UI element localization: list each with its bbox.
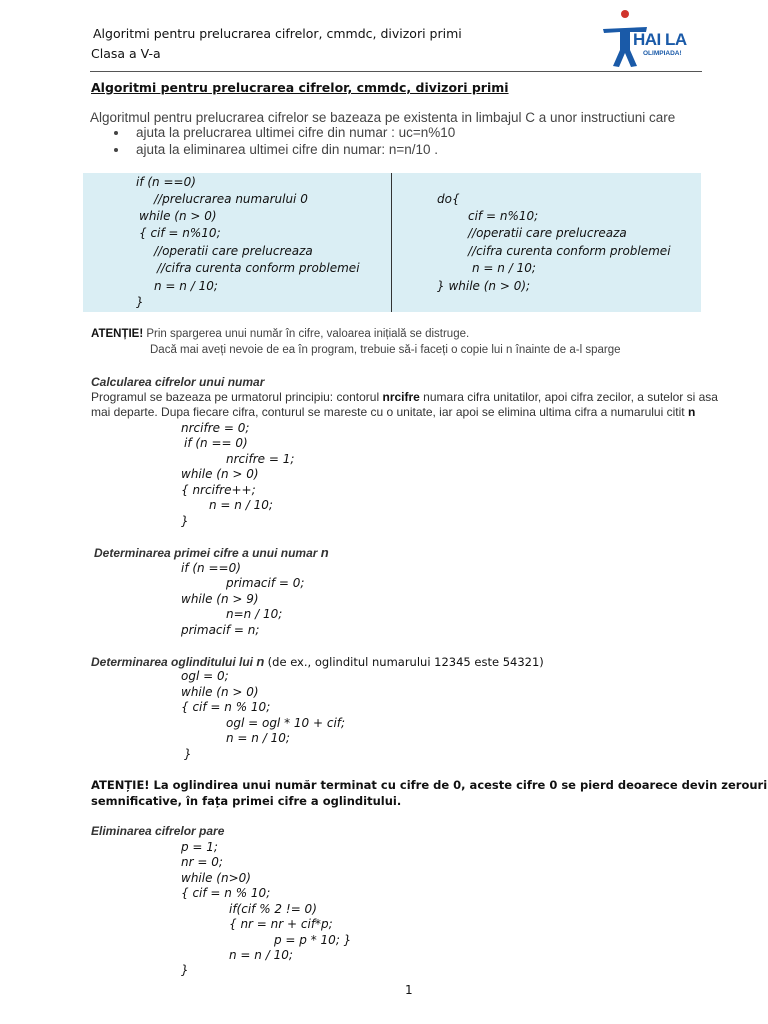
code-line: if (n ==0) (181, 561, 241, 575)
code-line: primacif = n; (181, 623, 260, 637)
header-title: Algoritmi pentru prelucrarea cifrelor, cmmdc, divizori primi (93, 26, 462, 41)
code-line: { nrcifre++; (181, 483, 256, 497)
code-line: nrcifre = 1; (226, 452, 295, 466)
atentie-note-2-line1: ATENȚIE! La oglindirea unui număr terminat cu cifre de 0, aceste cifre 0 se pierd deoarece devin zerouri (91, 778, 768, 792)
table-left-line: //cifra curenta conform problemei (157, 261, 360, 275)
section-desc-line1 (91, 390, 718, 404)
section-desc-line2 (91, 405, 695, 419)
code-line: nrcifre = 0; (181, 421, 250, 435)
header-subtitle: Clasa a V-a (91, 46, 161, 61)
code-line: while (n > 0) (181, 685, 259, 699)
table-right-line: //cifra curenta conform problemei (468, 244, 671, 258)
code-line: nr = 0; (181, 855, 223, 869)
code-line: p = 1; (181, 840, 218, 854)
logo-subtext: OLIMPIADA! (643, 50, 682, 57)
intro-bullet-2: ajuta la eliminarea ultimei cifre din numar: n=n/10 . (136, 142, 439, 157)
logo (600, 8, 695, 72)
section-title-eliminare: Eliminarea cifrelor pare (91, 824, 225, 838)
section-title-cifre: Calcularea cifrelor unui numar (91, 375, 265, 389)
code-table-divider (391, 173, 392, 312)
code-line: n = n / 10; (226, 731, 290, 745)
code-line: } (181, 963, 189, 977)
page-number: 1 (405, 983, 413, 997)
section-title-oglindit (91, 654, 544, 669)
code-line: primacif = 0; (226, 576, 305, 590)
section-title-text: Determinarea primei cifre a unui numar (94, 546, 318, 560)
table-right-line: } while (n > 0); (437, 279, 531, 293)
code-line: { cif = n % 10; (181, 700, 271, 714)
code-line: while (n > 0) (181, 467, 259, 481)
code-line: p = p * 10; } (274, 933, 352, 947)
header-rule (90, 71, 702, 72)
code-line: n=n / 10; (226, 607, 283, 621)
table-right-line: cif = n%10; (468, 209, 539, 223)
code-line: n = n / 10; (229, 948, 293, 962)
section-note: (de ex., oglinditul numarului 12345 este 54321) (267, 655, 544, 669)
atentie-note-1-line2: Dacă mai aveți nevoie de ea în program, trebuie să-i faceți o copie lui n înainte de a-l sparge (150, 344, 621, 356)
table-left-line: n = n / 10; (154, 279, 218, 293)
code-line: { cif = n % 10; (181, 886, 271, 900)
code-line: n = n / 10; (209, 498, 273, 512)
section-title-var: n (320, 545, 329, 560)
section-title-prima-cifra (94, 545, 329, 560)
table-right-line: n = n / 10; (472, 261, 536, 275)
code-line: if (n == 0) (184, 436, 248, 450)
doc-title: Algoritmi pentru prelucrarea cifrelor, cmmdc, divizori primi (91, 80, 509, 95)
table-left-line: while (n > 0) (139, 209, 217, 223)
desc-keyword: n (687, 405, 696, 419)
bullet-dot (114, 148, 118, 152)
intro-bullet-1: ajuta la prelucrarea ultimei cifre din numar : uc=n%10 (136, 125, 456, 140)
code-line: if(cif % 2 != 0) (229, 902, 317, 916)
code-line: } (184, 747, 192, 761)
code-line: while (n > 9) (181, 592, 259, 606)
atentie-note-1 (91, 328, 469, 340)
intro-text: Algoritmul pentru prelucrarea cifrelor se bazeaza pe existenta in limbajul C a unor instructiuni care (90, 110, 676, 125)
desc-keyword: nrcifre (382, 390, 420, 404)
code-line: ogl = 0; (181, 669, 229, 683)
table-right-line: do{ (437, 192, 460, 206)
section-title-text: Determinarea oglinditului lui (91, 655, 254, 669)
code-line: } (181, 514, 189, 528)
desc-text: numara cifra unitatilor, apoi cifra zecilor, a sutelor si asa (419, 390, 718, 404)
desc-text: Programul se bazeaza pe urmatorul principiu: contorul (91, 390, 383, 404)
table-left-line: //prelucrarea numarului 0 (154, 192, 308, 206)
atentie-text: Prin spargerea unui număr în cifre, valoarea inițială se distruge. (143, 328, 470, 340)
table-right-line: //operatii care prelucreaza (468, 226, 627, 240)
table-left-line: { cif = n%10; (139, 226, 221, 240)
table-left-line: if (n ==0) (136, 175, 196, 189)
code-line: ogl = ogl * 10 + cif; (226, 716, 346, 730)
code-line: { nr = nr + cif*p; (229, 917, 333, 931)
bullet-dot (114, 131, 118, 135)
atentie-label: ATENȚIE! (91, 328, 144, 340)
logo-text: HAI LA (633, 30, 687, 49)
atentie-note-2-line2: semnificative, în fața primei cifre a oglinditului. (91, 794, 402, 808)
section-title-var: n (256, 654, 265, 669)
table-left-line: } (136, 295, 144, 309)
code-line: while (n>0) (181, 871, 251, 885)
desc-text: mai departe. Dupa fiecare cifra, conturul se mareste cu o unitate, iar apoi se elimina ultima cifra a numarului citit (91, 405, 688, 419)
table-left-line: //operatii care prelucreaza (154, 244, 313, 258)
